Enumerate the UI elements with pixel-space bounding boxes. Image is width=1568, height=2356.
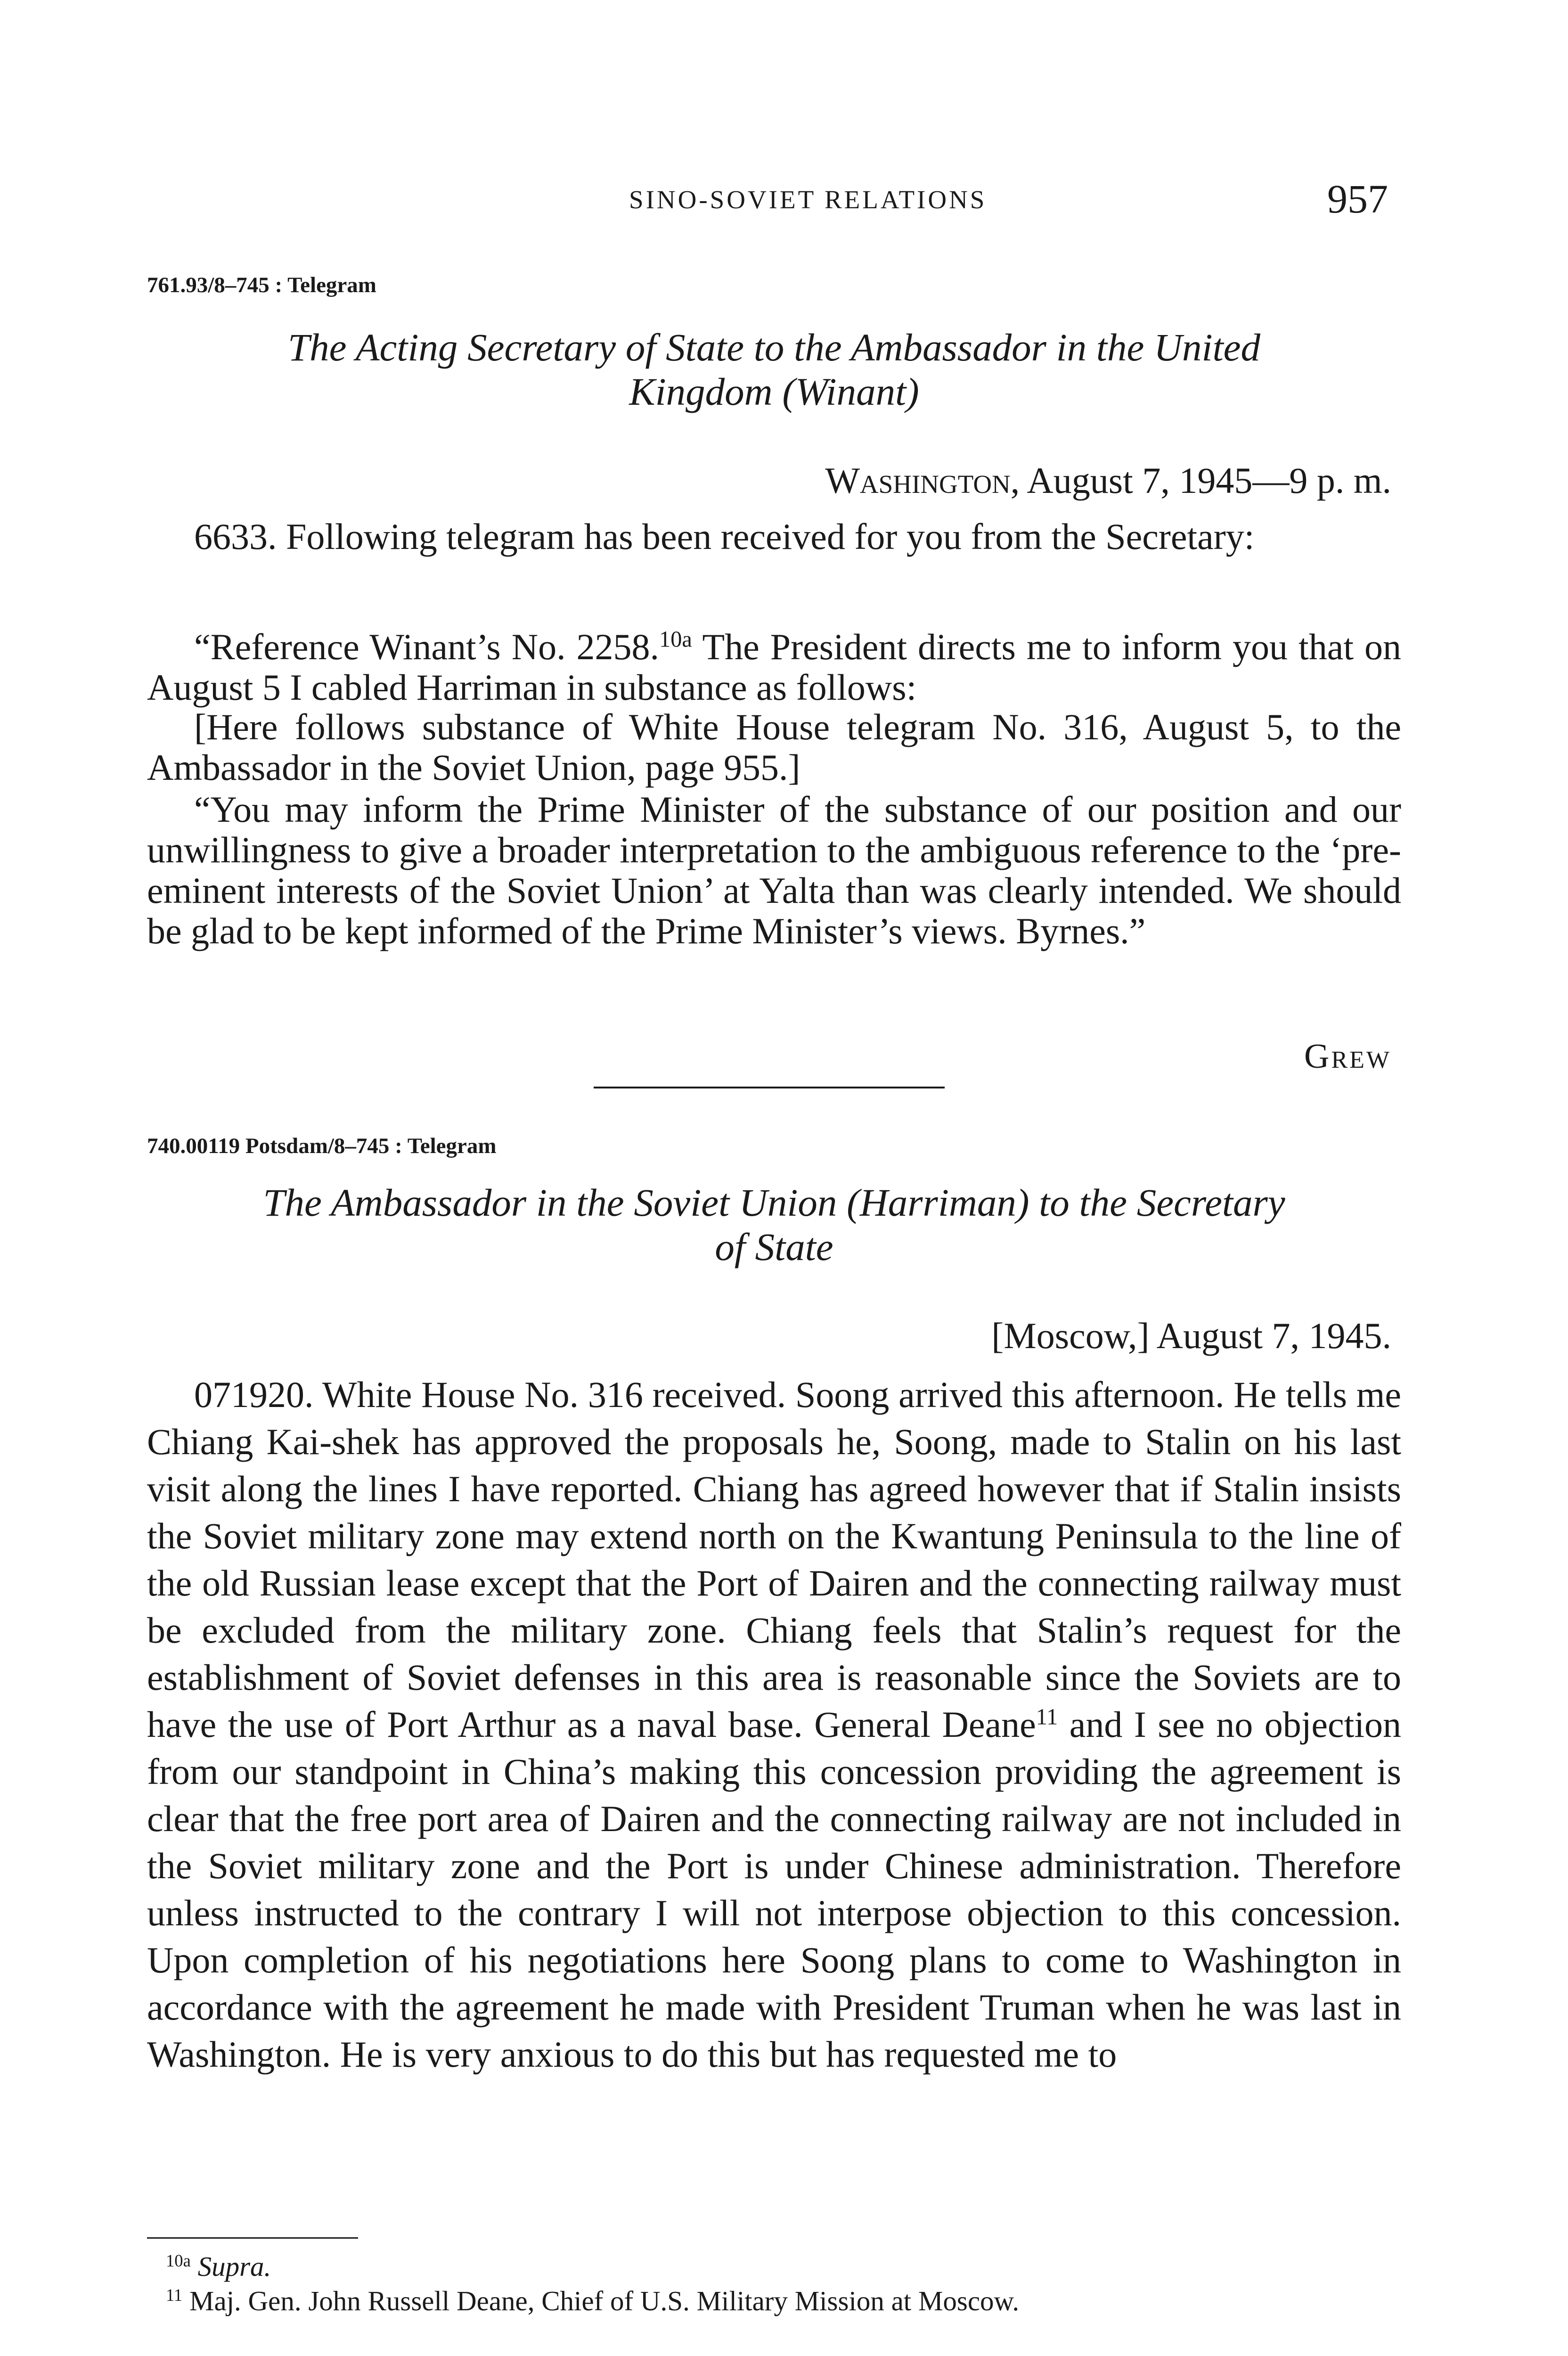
footnote [147,2250,271,2283]
paragraph: “You may inform the Prime Minister of the substance of our position and our unwillingness to give a broader interpretation to the ambiguous reference to the ‘pre-eminent interests of the Soviet Union’ at Yalta than was clearly intended. We should be glad to be kept informed of the Prime Minister’s views. Byrnes.” [147,789,1401,951]
paragraph: 071920. White House No. 316 received. Soong arrived this afternoon. He tells me Chiang Kai-shek has approved the proposals he, Soong, made to Stalin on his last visit along the lines I have reported. Chiang has agreed however that if Stalin insists the Soviet military zone may extend north on the Kwantung Peninsula to the line of the old Russian lease except that the Port of Dairen and the connecting railway must be excluded from the military zone. Chiang feels that Stalin’s request for the establishment of Soviet defenses in this area is reasonable since the Soviets are to have the use of Port Arthur as a naval base. General Deane$^{11}$ and I see no objection from our standpoint in China’s making this concession providing the agreement is clear that the free port area of Dairen and the connecting railway are not included in the Soviet military zone and the Port is under Chinese administration. Therefore unless instructed to the contrary I will not interpose objection to this concession. Upon completion of his negotiations here Soong plans to come to Washington in accordance with the agreement he made with President Truman when he was last in Washington. He is very anxious to do this but has requested me to [147,1374,1401,2075]
document-title [147,325,1401,414]
title-line: The Ambassador in the Soviet Union (Harriman) to the Secretary [263,1181,1285,1224]
dateline-date: August 7, 1945—9 p. m. [1020,460,1391,501]
signature: Grew [1304,1037,1391,1076]
paragraph: 6633. Following telegram has been received for you from the Secretary: [194,516,1255,557]
footnote-text: Maj. Gen. John Russell Deane, Chief of U.S. Military Mission at Moscow. [189,2285,1020,2316]
dateline: [Moscow,] August 7, 1945. [991,1315,1391,1356]
dateline [825,459,1391,502]
title-line: Kingdom (Winant) [629,370,919,413]
title-line: The Acting Secretary of State to the Ambassador in the United [288,326,1260,369]
footnote-text: Supra. [197,2251,271,2282]
file-reference: 761.93/8–745 : Telegram [147,273,376,297]
paragraph: “Reference Winant’s No. 2258.$^{10a}$ The President directs me to inform you that on August 5 I cabled Harriman in substance as follows: [147,626,1401,708]
title-line: of State [715,1225,833,1268]
file-reference: 740.00119 Potsdam/8–745 : Telegram [147,1134,497,1158]
footnote-reference: 11 [1036,1704,1058,1730]
document-title [147,1180,1401,1269]
footnote-mark: 11 [166,2285,183,2305]
paragraph: [Here follows substance of White House telegram No. 316, August 5, to the Ambassador in the Soviet Union, page 955.] [147,706,1401,788]
running-title: SINO-SOVIET RELATIONS [629,185,987,214]
footnote-rule [147,2237,358,2239]
footnote [147,2284,1019,2317]
footnote-mark: 10a [166,2250,191,2270]
footnote-reference: 10a [659,627,692,652]
dateline-place: Washington, [825,460,1020,501]
section-divider [594,1087,945,1088]
page-number: 957 [1327,176,1388,221]
